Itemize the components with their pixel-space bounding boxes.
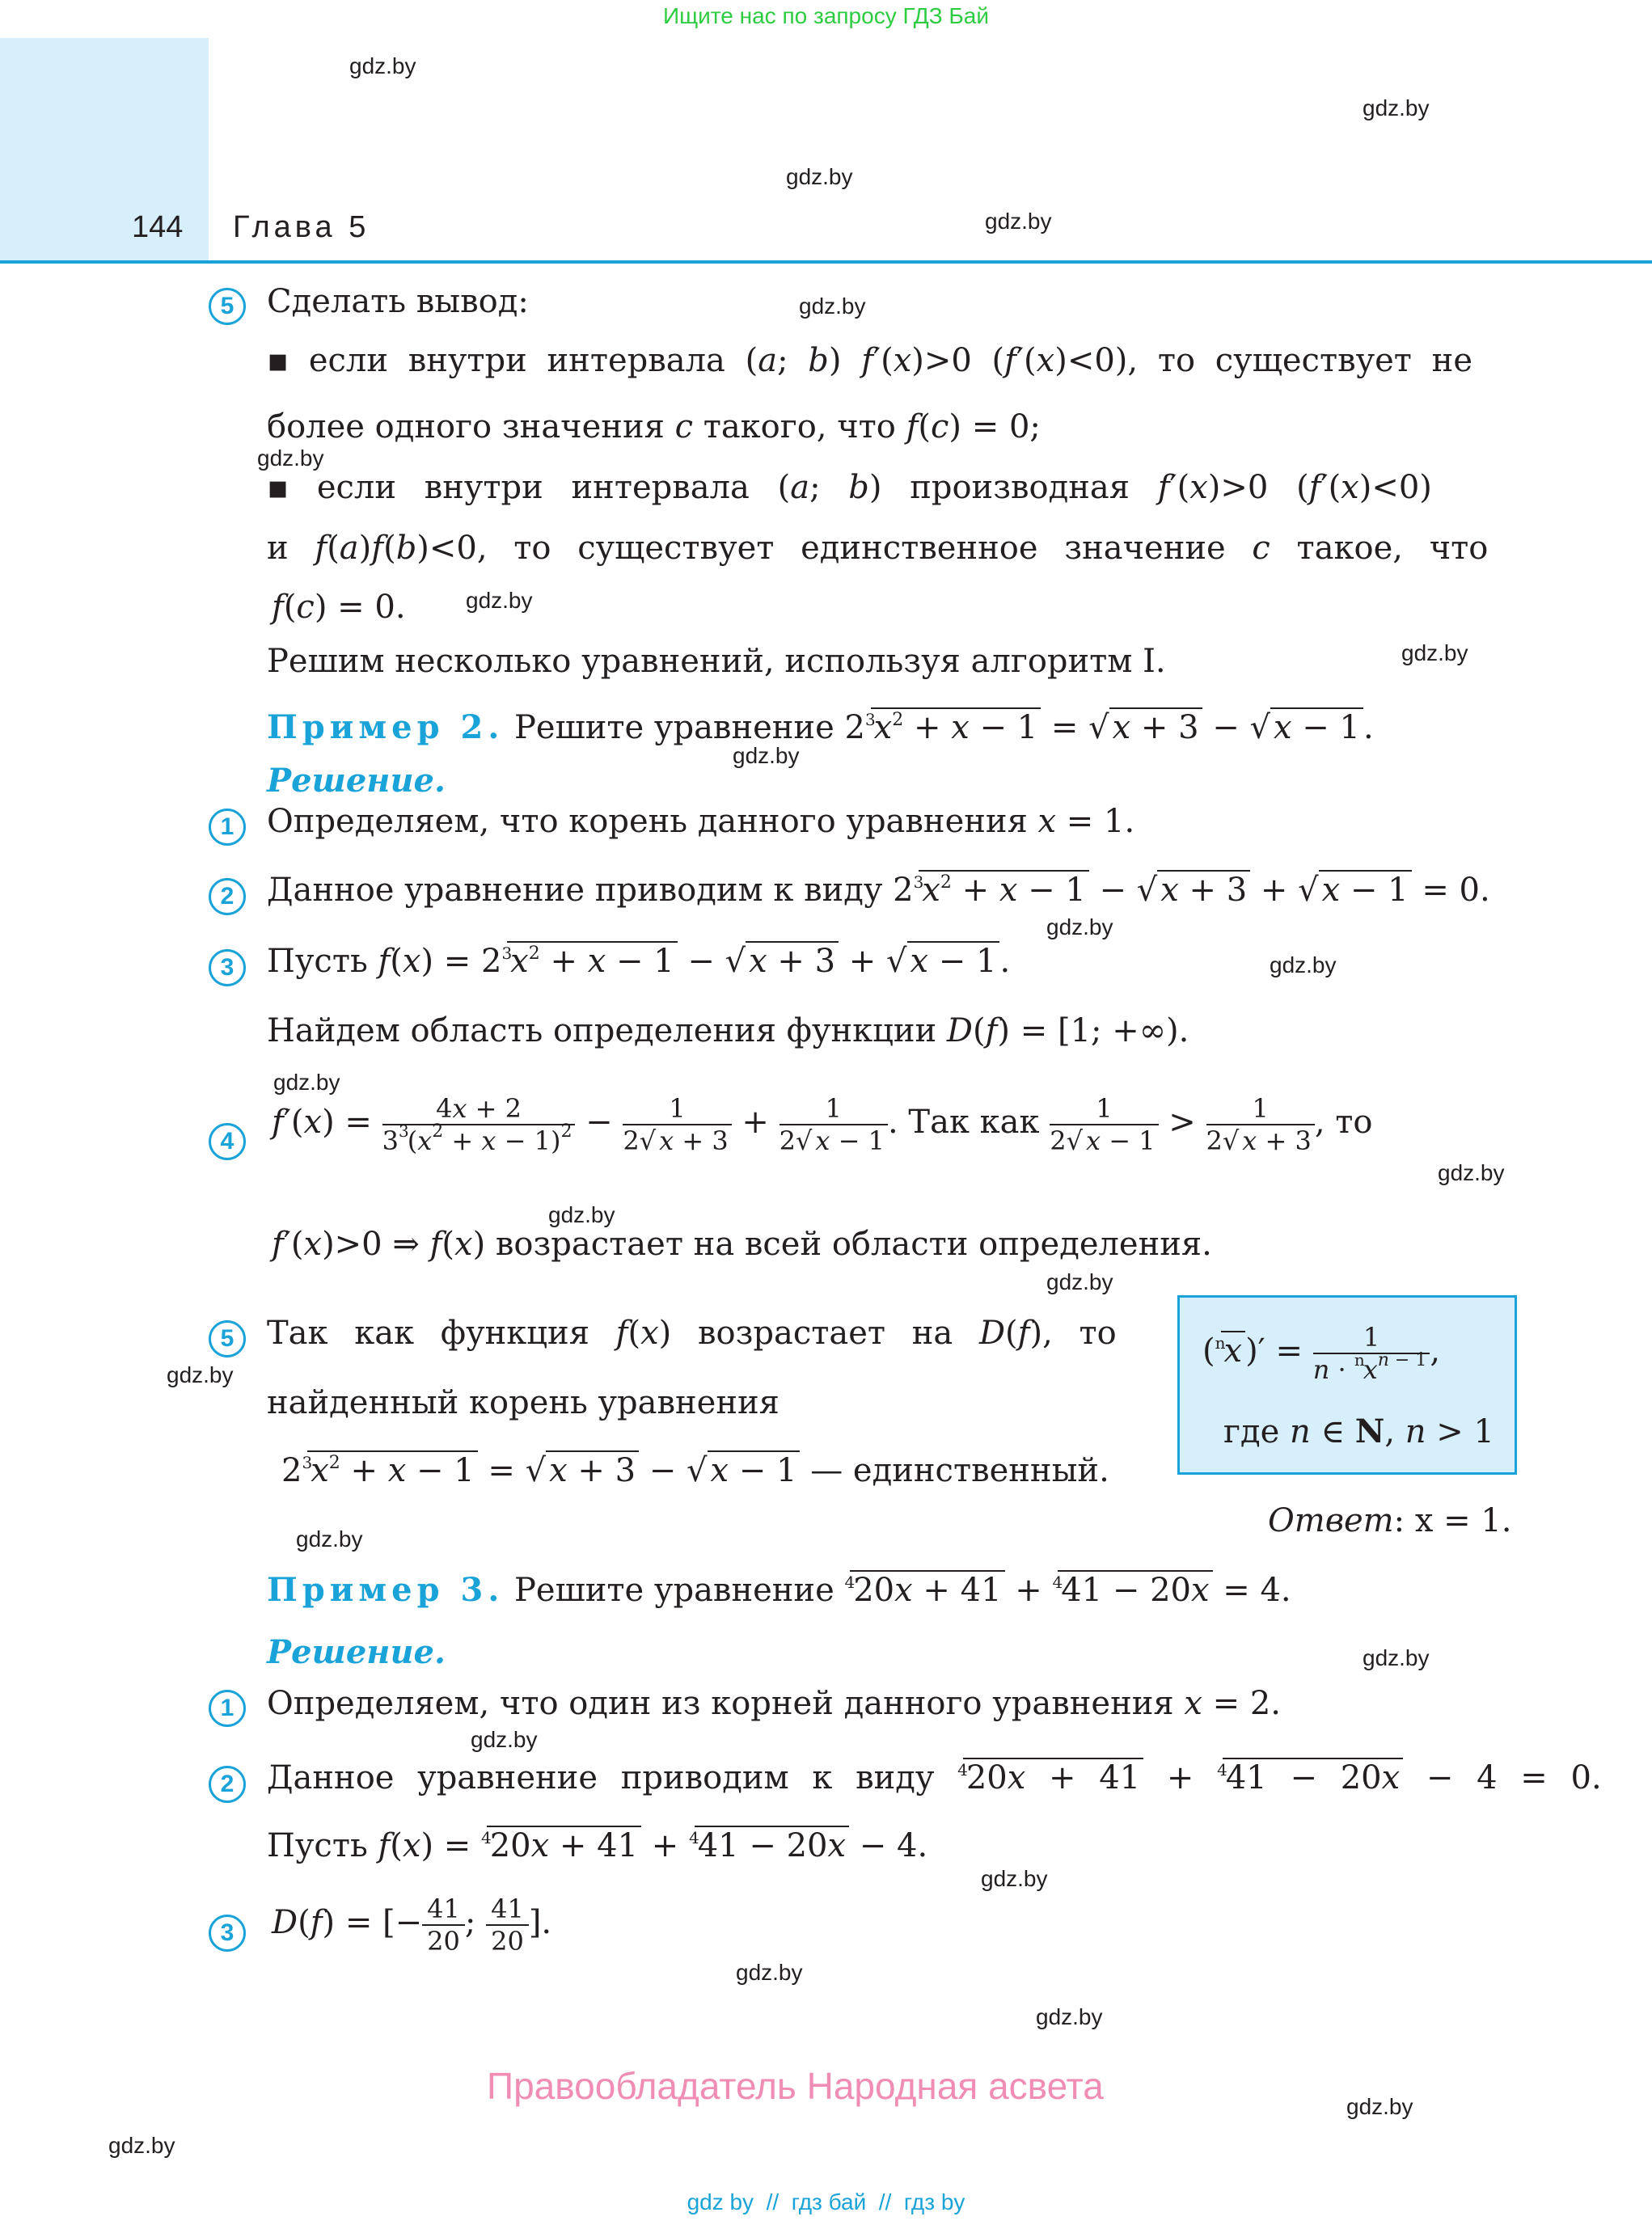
example2-step4-conclusion: f′(x)>0 ⇒ f(x) возрастает на всей области определения. — [272, 1226, 1212, 1263]
watermark: gdz.by — [985, 209, 1052, 234]
example3-step2: Данное уравнение приводим к виду $^4$20x + 41 + $^4$41 − 20x − 4 = 0. — [267, 1759, 1602, 1796]
example3-heading: Пример 3. Решите уравнение $^4$20x + 41 + $^4$41 − 20x = 4. — [267, 1571, 1291, 1609]
chapter-title: Глава 5 — [233, 210, 370, 244]
watermark: gdz.by — [548, 1202, 615, 1227]
example2-answer: Ответ: x = 1. — [1268, 1502, 1512, 1539]
watermark: gdz.by — [799, 293, 866, 319]
example2-step4-derivative: f′(x) = $\frac{4x + 2}{3^3(x^2 + x - 1)^2}$ − $\frac{1}{2√ x + 3}$ + $\frac{1}{2√ x - 1}$ . Так как $\frac{1}{2√ x - 1}$ > $\frac{1}{2√ x + 3}$ , то — [272, 1093, 1373, 1156]
example2-step5-line1: Так как функция f(x) возрастает на D(f), то — [267, 1315, 1117, 1352]
formula-box-condition: где n ∈ N, n > 1 — [1223, 1412, 1494, 1450]
watermark: gdz.by — [471, 1727, 538, 1752]
watermark: gdz.by — [786, 164, 853, 189]
step-number-1b: 1 — [209, 1690, 246, 1727]
example3-let: Пусть f(x) = $^4$20x + 41 + $^4$41 − 20x − 4. — [267, 1827, 928, 1864]
watermark: gdz.by — [1270, 952, 1337, 977]
step-number-2: 2 — [209, 878, 246, 915]
watermark: gdz.by — [349, 53, 416, 78]
bullet-1-line-2: более одного значения c такого, что f(c) = 0; — [267, 408, 1041, 445]
step-number-3: 3 — [209, 949, 246, 986]
formula-box-formula: ($^n$x )′ = $\frac{1}{n \cdot ^nx^{n - 1}}$ , — [1202, 1322, 1441, 1385]
watermark: gdz.by — [257, 445, 324, 471]
step-number-1: 1 — [209, 809, 246, 846]
example2-step5-line3: $2^3x^2 + x - 1$ = √ x + 3 − √ x − 1 — единственный. — [281, 1452, 1109, 1489]
watermark: gdz.by — [1363, 95, 1430, 120]
example3-solution-label: Решение. — [267, 1633, 446, 1671]
watermark: gdz.by — [1036, 2004, 1103, 2029]
watermark: gdz.by — [733, 743, 800, 768]
step-number-5b: 5 — [209, 1320, 246, 1357]
bullet-1-line-1: ▪ если внутри интервала (a; b) f′(x)>0 (f′(x)<0), то существует не — [267, 342, 1472, 379]
header-rule — [0, 260, 1652, 264]
formula-box — [1177, 1295, 1517, 1475]
bullet-2-line-3: f(c) = 0. — [272, 589, 406, 626]
example2-heading: Пример 2. Решите уравнение $2^3x^2 + x - 1$ = √ x + 3 − √ x − 1 . — [267, 708, 1374, 746]
bullet-2-line-1: ▪ если внутри интервала (a; b) производная f′(x)>0 (f′(x)<0) — [267, 469, 1432, 506]
watermark: gdz.by — [1401, 640, 1468, 665]
example3-step1: Определяем, что один из корней данного уравнения x = 2. — [267, 1685, 1282, 1722]
watermark: gdz.by — [1046, 1269, 1113, 1294]
watermark: gdz.by — [1438, 1160, 1505, 1185]
example2-step3: Пусть $f(x) = 2^3x^2 + x - 1$ − √ x + 3 + √ x − 1 . — [267, 943, 1011, 980]
intro-text: Решим несколько уравнений, используя алгоритм I. — [267, 643, 1166, 680]
copyright: Правообладатель Народная асвета — [487, 2065, 1104, 2107]
page-number: 144 — [132, 210, 184, 244]
watermark: gdz.by — [466, 588, 533, 613]
example2-solution-label: Решение. — [267, 762, 446, 800]
watermark: gdz.by — [1346, 2094, 1413, 2119]
example2-step1: Определяем, что корень данного уравнения x = 1. — [267, 803, 1135, 840]
step-number-2b: 2 — [209, 1766, 246, 1803]
step-number-4: 4 — [209, 1123, 246, 1160]
example2-domain: Найдем область определения функции D(f) = [1; +∞). — [267, 1012, 1189, 1049]
watermark: gdz.by — [736, 1960, 803, 1985]
watermark: gdz.by — [167, 1362, 234, 1387]
step-number-5: 5 — [209, 288, 246, 325]
watermark: gdz.by — [108, 2133, 175, 2158]
footer-links[interactable]: gdz by // гдз бай // гдз by — [687, 2189, 965, 2214]
top-banner: Ищите нас по запросу ГДЗ Бай — [662, 3, 990, 28]
example2-step2: Данное уравнение приводим к виду $2^3x^2 + x - 1$ − √ x + 3 + √ x − 1 = 0. — [267, 872, 1490, 909]
watermark: gdz.by — [981, 1866, 1048, 1891]
example3-domain: D(f) = [− $\frac{41}{20}$ ; $\frac{41}{20}$ ]. — [272, 1894, 552, 1957]
watermark: gdz.by — [1363, 1645, 1430, 1670]
bullet-2-line-2: и f(a)f(b)<0, то существует единственное значение c такое, что — [267, 530, 1489, 567]
watermark: gdz.by — [296, 1526, 363, 1552]
watermark: gdz.by — [1046, 914, 1113, 939]
step5-title: Сделать вывод: — [267, 283, 529, 320]
watermark: gdz.by — [273, 1070, 340, 1095]
example2-step5-line2: найденный корень уравнения — [267, 1384, 780, 1421]
step-number-3b: 3 — [209, 1915, 246, 1952]
